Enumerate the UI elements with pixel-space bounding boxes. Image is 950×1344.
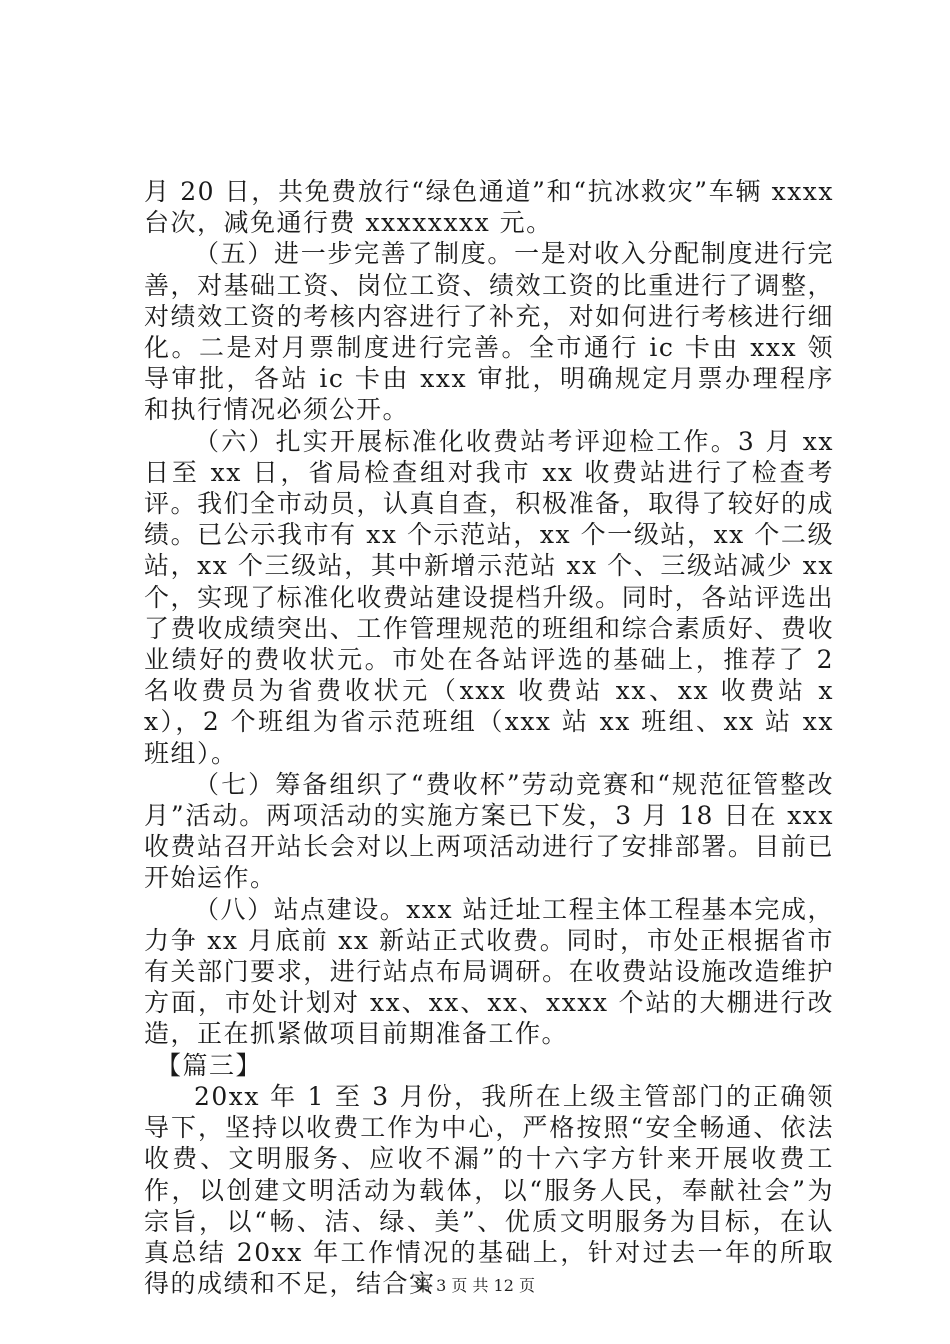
page-number-footer: 第 3 页 共 12 页	[415, 1276, 535, 1295]
paragraph-seven: （七）筹备组织了“费收杯”劳动竞赛和“规范征管整改月”活动。两项活动的实施方案已下发，3 月 18 日在 xxx 收费站召开站长会对以上两项活动进行了安排部署。目前已开始运作。	[144, 769, 834, 893]
paragraph-five: （五）进一步完善了制度。一是对收入分配制度进行完善，对基础工资、岗位工资、绩效工资的比重进行了调整，对绩效工资的考核内容进行了补充，对如何进行考核进行细化。二是对月票制度进行完善。全市通行 ic 卡由 xxx 领导审批，各站 ic 卡由 xxx 审批，明确规定月票办理程序和执行情况必须公开。	[144, 239, 834, 425]
section-paragraph: 20xx 年 1 至 3 月份，我所在上级主管部门的正确领导下，坚持以收费工作为中心，严格按照“安全畅通、依法收费、文明服务、应收不漏”的十六字方针来开展收费工作，以创建文明活动为载体，以“服务人民，奉献社会”为宗旨，以“畅、洁、绿、美”、优质文明服务为目标，在认真总结 20xx 年工作情况的基础上，针对过去一年的所取得的成绩和不足，结合实	[144, 1081, 834, 1299]
paragraph-six: （六）扎实开展标准化收费站考评迎检工作。3 月 xx 日至 xx 日，省局检查组对我市 xx 收费站进行了检查考评。我们全市动员，认真自查，积极准备，取得了较好的成绩。已公示我市有 xx 个示范站，xx 个一级站，xx 个二级站，xx 个三级站，其中新增示范站 xx 个、三级站减少 xx 个，实现了标准化收费站建设提档升级。同时，各站评选出了费收成绩突出、工作管理规范的班组和综合素质好、费收业绩好的费收状元。市处在各站评选的基础上，推荐了 2 名收费员为省费收状元（xxx 收费站 xx、xx 收费站 xx），2 个班组为省示范班组（xxx 站 xx 班组、xx 站 xx 班组）。	[144, 426, 834, 768]
document-body	[144, 176, 834, 1299]
continuation-paragraph: 月 20 日，共免费放行“绿色通道”和“抗冰救灾”车辆 xxxx 台次，减免通行费 xxxxxxxx 元。	[144, 177, 834, 238]
paragraph-eight: （八）站点建设。xxx 站迁址工程主体工程基本完成，力争 xx 月底前 xx 新站正式收费。同时，市处正根据省市有关部门要求，进行站点布局调研。在收费站设施改造维护方面，市处计划对 xx、xx、xx、xxxx 个站的大棚进行改造，正在抓紧做项目前期准备工作。	[144, 894, 834, 1049]
section-heading: 【篇三】	[156, 1050, 263, 1080]
